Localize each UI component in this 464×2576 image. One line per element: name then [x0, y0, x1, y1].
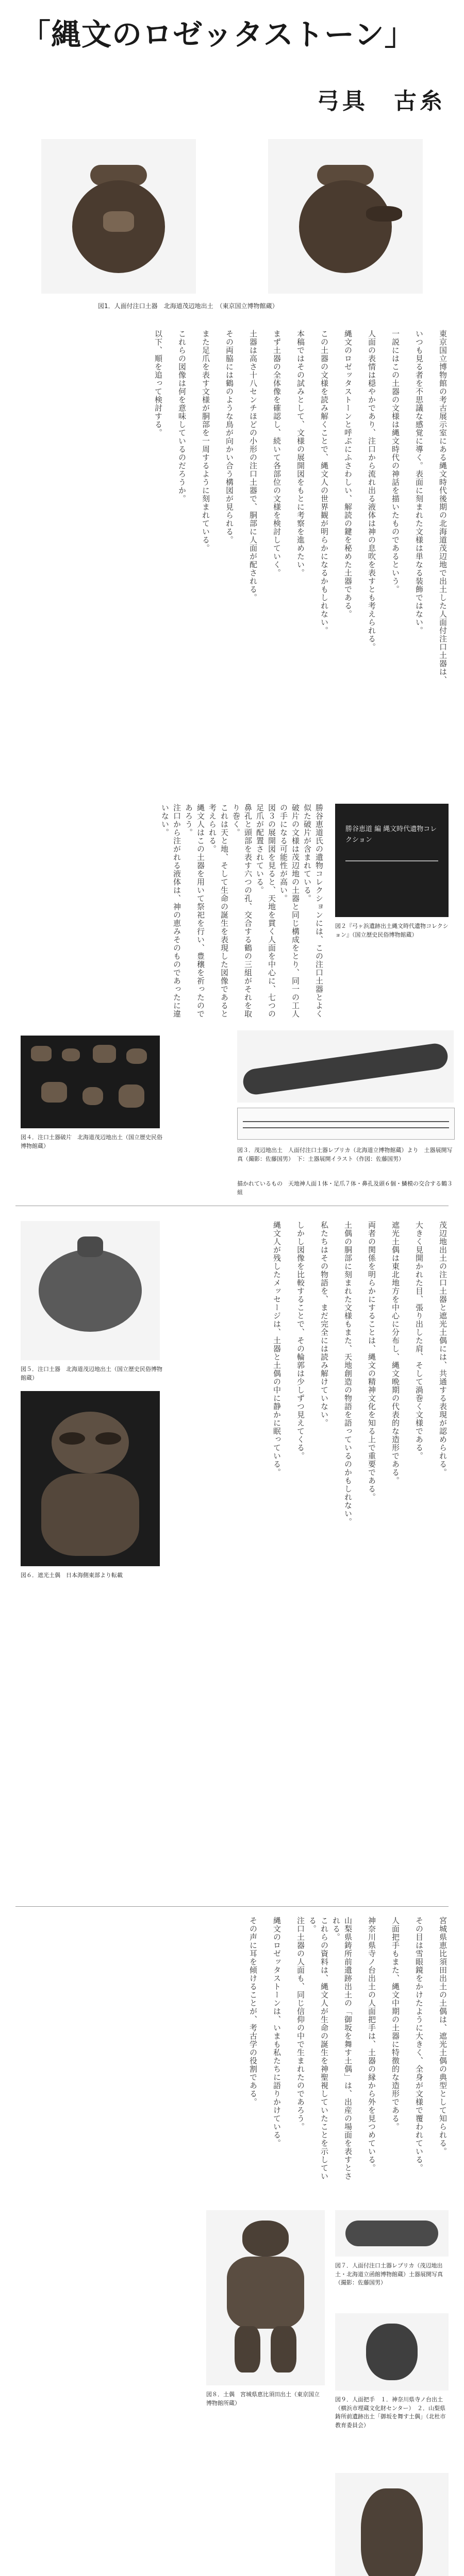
- paragraph: 人面の表情は穏やかであり、注口から流れ出る液体は神の息吹を表すとも考えられる。: [367, 330, 376, 651]
- book-title: 勝谷恵道 編 縄文時代遺物コレクション: [345, 825, 437, 844]
- figure-1-caption: 図1．人面付注口土器 北海道茂辺地出土 （東京国立博物館蔵）: [98, 302, 278, 310]
- figure-9-photo-1: [335, 2313, 449, 2391]
- figure-9-photo-2: [335, 2473, 449, 2576]
- paragraph: 私たちはその物語を、まだ完全には読み解けていない。: [320, 1221, 329, 1427]
- paragraph: 土偶の胴部に刻まれた文様もまた、天地創造の物語を語っているのかもしれない。: [343, 1221, 353, 1526]
- paragraph: 注口から注がれる液体は、神の恵みそのものであったに違いない。: [160, 804, 181, 1018]
- figure-4-fragments: [21, 1036, 160, 1128]
- figure-5-photo: [21, 1221, 160, 1360]
- text-block-1: [15, 330, 449, 783]
- paragraph: しかし図像を比較することで、その輪郭は少しずつ見えてくる。: [296, 1221, 305, 1460]
- paragraph: 破片の文様は茂辺地の土器と同じ構成をとり、同一の工人の手になる可能性が高い。: [279, 804, 300, 1018]
- figure-5-caption: 図５．注口土器 北海道茂辺地出土（国立歴史民俗博物館蔵）: [21, 1366, 162, 1381]
- paragraph: いつも見る者を不思議な感覚に導く。表面に刻まれた文様は単なる装飾ではない。: [415, 330, 424, 635]
- paragraph: 人面把手もまた、縄文中期の土器に特徴的な造形である。: [391, 1917, 400, 2131]
- paragraph: 本稿ではその試みとして、文様の展開図をもとに考察を進めたい。: [296, 330, 305, 577]
- figure-7-photo: [335, 2210, 449, 2257]
- figure-4-caption: 図４．注口土器破片 北海道茂辺地出土（国立歴史民俗博物館蔵）: [21, 1134, 162, 1149]
- paragraph: 茂辺地出土の注口土器と遮光土偶には、共通する表現が認められる。: [438, 1221, 448, 1477]
- paragraph: 遮光土偶は東北地方を中心に分布し、縄文晩期の代表的な造形である。: [391, 1221, 400, 1485]
- paragraph: 宮城県恵比須田出土の土偶は、遮光土偶の典型として知られる。: [438, 1917, 448, 2156]
- paragraph: 鼻孔と頭部を表す六つの孔、交合する鶴の三組がそれを取り巻く。: [231, 804, 253, 1018]
- paragraph: 山梨県鋳所前遺跡出土の「御坂を舞す土偶」は、出産の場面を表すとされる。: [332, 1917, 353, 2180]
- figure-3-caption: 図３．茂辺地出土 人面付注口土器レプリカ（北海道立博物館蔵）より 土器展開写真（撮影：佐藤国男） 下：土器展開イラスト（作図：佐藤国男）: [237, 1147, 453, 1162]
- text-block-2: [15, 804, 325, 1025]
- paragraph: 縄文人が残したメッセージは、土器と土偶の中に静かに眠っている。: [272, 1221, 281, 1477]
- figure-6-caption: 図６．遮光土偶 日本海側東部より転載: [21, 1572, 123, 1579]
- section-divider: [15, 1906, 449, 1907]
- figure-1-photo-left: [41, 139, 196, 294]
- paragraph: 両者の関係を明らかにすることは、縄文の精神文化を知る上で重要である。: [367, 1221, 376, 1501]
- article-title: 「縄文のロゼッタストーン」: [21, 17, 415, 52]
- figure-8-caption: 図８．土偶 宮城県恵比須田出土（東京国立博物館所蔵）: [206, 2391, 320, 2406]
- paragraph: その目は雪眼鏡をかけたように大きく、全身が文様で覆われている。: [415, 1917, 424, 2172]
- figure-6-photo: [21, 1391, 160, 1566]
- paragraph: 図３の展開図を見ると、天地を貫く人面を中心に、七つの足爪が配置されている。: [255, 804, 276, 1018]
- paragraph: 縄文のロゼッタストーンと呼ぶにふさわしい、解読の鍵を秘めた土器である。: [343, 330, 353, 618]
- paragraph: この土器の文様を読み解くことで、縄文人の世界観が明らかになるかもしれない。: [320, 330, 329, 635]
- paragraph: また足爪を表す文様が胴部を一周するように刻まれている。: [201, 330, 210, 552]
- paragraph: これらの資料は、縄文人が生命の誕生を神聖視していたことを示している。: [308, 1917, 329, 2180]
- paragraph: 土器は高さ十八センチほどの小形の注口土器で、胴部に人面が配される。: [248, 330, 258, 602]
- paragraph: 一説にはこの土器の文様は縄文時代の神話を描いたものであるという。: [391, 330, 400, 594]
- paragraph: まず土器の全体像を確認し、続いて各部位の文様を検討していく。: [272, 330, 281, 577]
- paragraph: その声に耳を傾けることが、考古学の役割である。: [248, 1917, 258, 2106]
- paragraph: これらの図像は何を意味しているのだろうか。: [177, 330, 187, 503]
- paragraph: 神奈川県寺ノ台出土の人面把手は、土器の縁から外を見つめている。: [367, 1917, 376, 2172]
- paragraph: 大きく見開かれた目、張り出した肩、そして渦巻く文様である。: [415, 1221, 424, 1460]
- figure-3-illustration: [237, 1108, 455, 1140]
- text-block-3: [170, 1221, 449, 1891]
- figure-8-photo: [206, 2210, 325, 2385]
- figure-2-caption: 図２『弓ヶ浜遺跡出土縄文時代遺物コレクション』（国立歴史民俗博物館蔵）: [335, 923, 449, 938]
- paragraph: 縄文のロゼッタストーンは、いまも私たちに語りかけている。: [272, 1917, 281, 2147]
- figure-7-caption: 図７．人面付注口土器レプリカ（茂辺地出土・北海道立函館博物館蔵）土器展開写真（撮影：佐藤国男）: [335, 2262, 443, 2286]
- figure-9-caption: 図９．人面把手 １．神奈川県寺ノ台出土（横浜市埋蔵文化財センター） ２．山梨県鋳所前遺跡出土「御坂を舞す土偶」（北杜市教育委員会）: [335, 2396, 446, 2429]
- paragraph: 注口土器の人面も、同じ信仰の中で生まれたのであろう。: [296, 1917, 305, 2131]
- figure-3-unrolled-photo: [237, 1030, 454, 1103]
- paragraph: 東京国立博物館の考古展示室にある縄文時代後期の北海道茂辺地で出土した人面付注口土器は、: [438, 330, 448, 684]
- figure-2-book-cover: [335, 804, 449, 917]
- paragraph: 勝谷恵道氏の遺物コレクションには、この注口土器とよく似た破片が含まれている。: [303, 804, 324, 1018]
- paragraph: これは天と地、そして生命の誕生を表現した図像であると考えられる。: [208, 804, 229, 1018]
- text-block-4: [15, 1917, 449, 2184]
- figure-3-note: 描かれているもの 天地神人面１体・足爪７体・鼻孔及頭６個・鱗模の交合する鶴３組: [237, 1180, 453, 1196]
- paragraph: その両脇には鶴のような鳥が向かい合う構図が見られる。: [225, 330, 234, 544]
- paragraph: 以下、順を追って検討する。: [154, 330, 163, 437]
- paragraph: 縄文人はこの土器を用いて祭祀を行い、豊穣を祈ったのであろう。: [184, 804, 205, 1018]
- figure-1-photo-right: [268, 139, 423, 294]
- author-name: 弓具 古糸: [317, 88, 445, 114]
